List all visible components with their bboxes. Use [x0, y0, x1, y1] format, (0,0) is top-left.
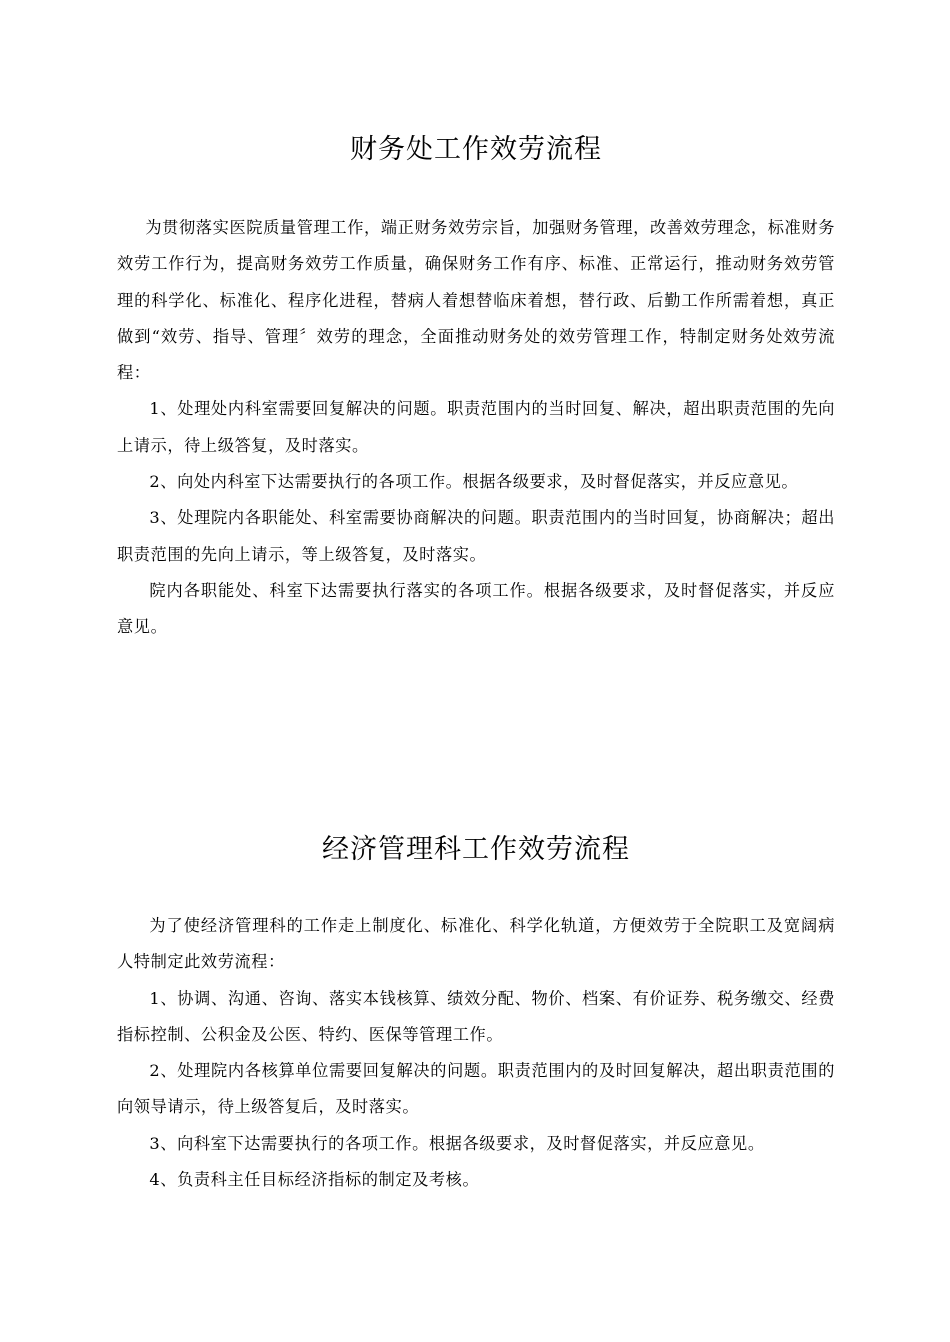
list-item: 2、向处内科室下达需要执行的各项工作。根据各级要求，及时督促落实，并反应意见。 — [149, 472, 799, 492]
list-item: 院内各职能处、科室下达需要执行落实的各项工作。根据各级要求，及时督促落实，并反应意见。 — [117, 580, 835, 637]
intro-paragraph: 为了使经济管理科的工作走上制度化、标准化、科学化轨道，方便效劳于全院职工及宽阔病人特制定此效劳流程： — [117, 916, 835, 972]
list-item: 3、处理院内各职能处、科室需要协商解决的问题。职责范围内的当时回复，协商解决；超出职责范围的先向上请示，等上级答复，及时落实。 — [117, 508, 835, 564]
list-item: 1、处理处内科室需要回复解决的问题。职责范围内的当时回复、解决，超出职责范围的先向上请示，待上级答复，及时落实。 — [117, 399, 835, 455]
list-item: 3、向科室下达需要执行的各项工作。根据各级要求，及时督促落实，并反应意见。 — [149, 1133, 765, 1153]
list-item: 1、协调、沟通、咨询、落实本钱核算、绩效分配、物价、档案、有价证券、税务缴交、经费指标控制、公积金及公医、特约、医保等管理工作。 — [117, 988, 835, 1044]
section-body — [117, 210, 835, 646]
section-body — [117, 908, 835, 1198]
section-title: 经济管理科工作效劳流程 — [322, 834, 630, 865]
list-item: 2、处理院内各核算单位需要回复解决的问题。职责范围内的及时回复解决，超出职责范围的向领导请示，待上级答复后，及时落实。 — [117, 1061, 835, 1117]
list-item: 4、负责科主任目标经济指标的制定及考核。 — [149, 1170, 480, 1190]
intro-paragraph: 为贯彻落实医院质量管理工作，端正财务效劳宗旨，加强财务管理，改善效劳理念，标准财务效劳工作行为，提高财务效劳工作质量，确保财务工作有序、标准、正常运行，推动财务效劳管理的科学化、标准化、程序化进程，替病人着想替临床着想，替行政、后勤工作所需着想，真正做到“效劳、指导、管理〞效劳的理念，全面推动财务处的效劳管理工作，特制定财务处效劳流程： — [117, 218, 835, 383]
section-economic-management — [117, 828, 835, 1198]
section-title: 财务处工作效劳流程 — [350, 134, 602, 165]
section-finance-office — [117, 128, 835, 646]
